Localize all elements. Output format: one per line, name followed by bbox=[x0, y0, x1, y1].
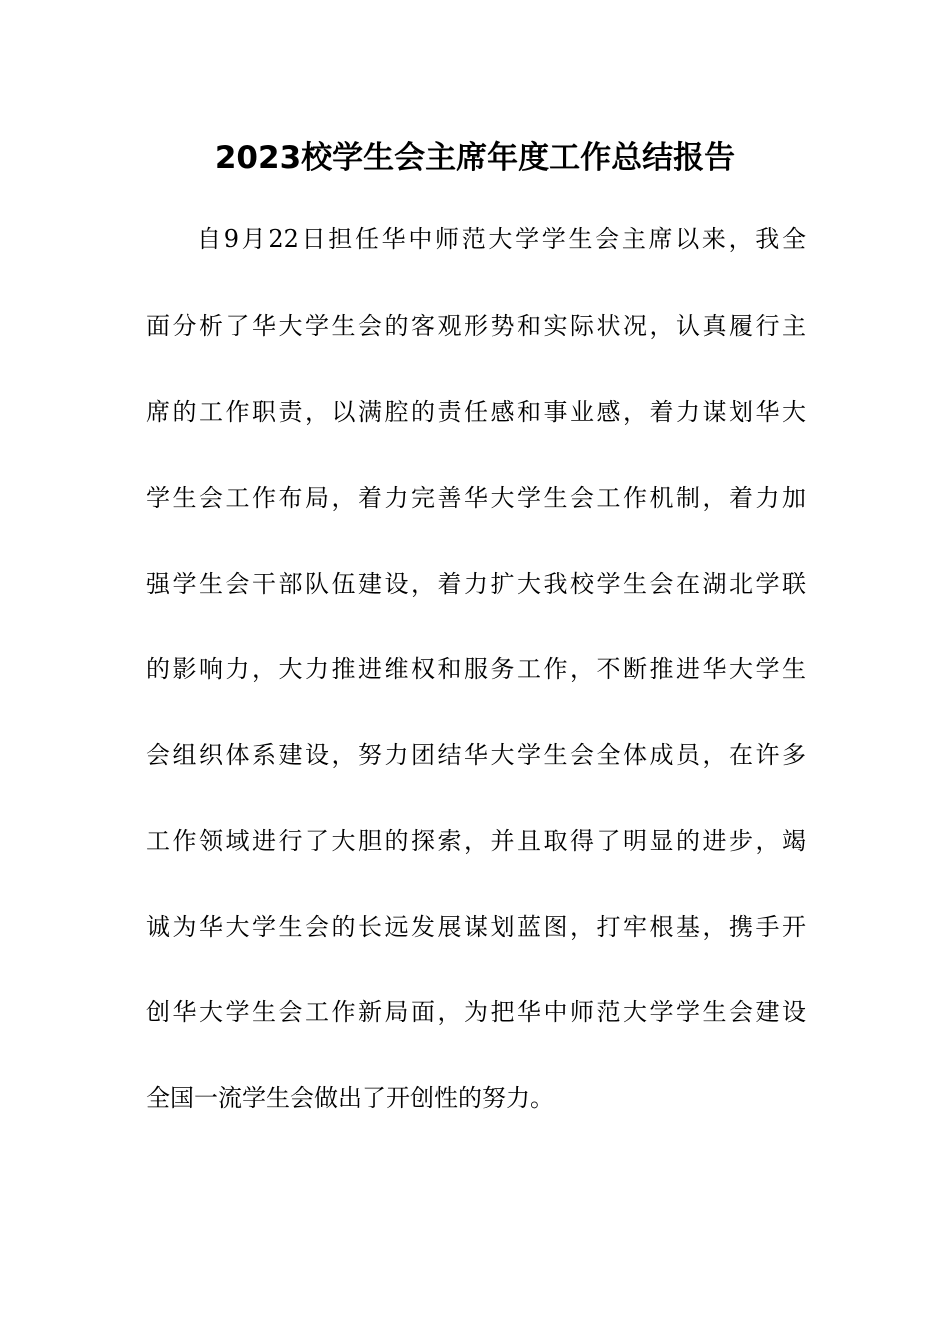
body-line-4: 学生会工作布局，着力完善华大学生会工作机制，着力加 bbox=[146, 484, 806, 512]
body-line-6: 的影响力，大力推进维权和服务工作，不断推进华大学生 bbox=[146, 655, 806, 683]
body-line-9: 诚为华大学生会的长远发展谋划蓝图，打牢根基，携手开 bbox=[146, 913, 806, 941]
body-line-2: 面分析了华大学生会的客观形势和实际状况，认真履行主 bbox=[146, 312, 806, 340]
body-line-7: 会组织体系建设，努力团结华大学生会全体成员，在许多 bbox=[146, 741, 806, 769]
body-line-11: 全国一流学生会做出了开创性的努力。 bbox=[146, 1084, 554, 1112]
body-line-10: 创华大学生会工作新局面，为把华中师范大学学生会建设 bbox=[146, 998, 806, 1026]
document-title: 2023校学生会主席年度工作总结报告 bbox=[214, 140, 736, 176]
body-line-8: 工作领域进行了大胆的探索，并且取得了明显的进步，竭 bbox=[146, 827, 806, 855]
body-line-1: 自9月22日担任华中师范大学学生会主席以来，我全 bbox=[197, 225, 806, 253]
body-line-3: 席的工作职责，以满腔的责任感和事业感，着力谋划华大 bbox=[146, 398, 806, 426]
body-line-5: 强学生会干部队伍建设，着力扩大我校学生会在湖北学联 bbox=[146, 570, 806, 598]
